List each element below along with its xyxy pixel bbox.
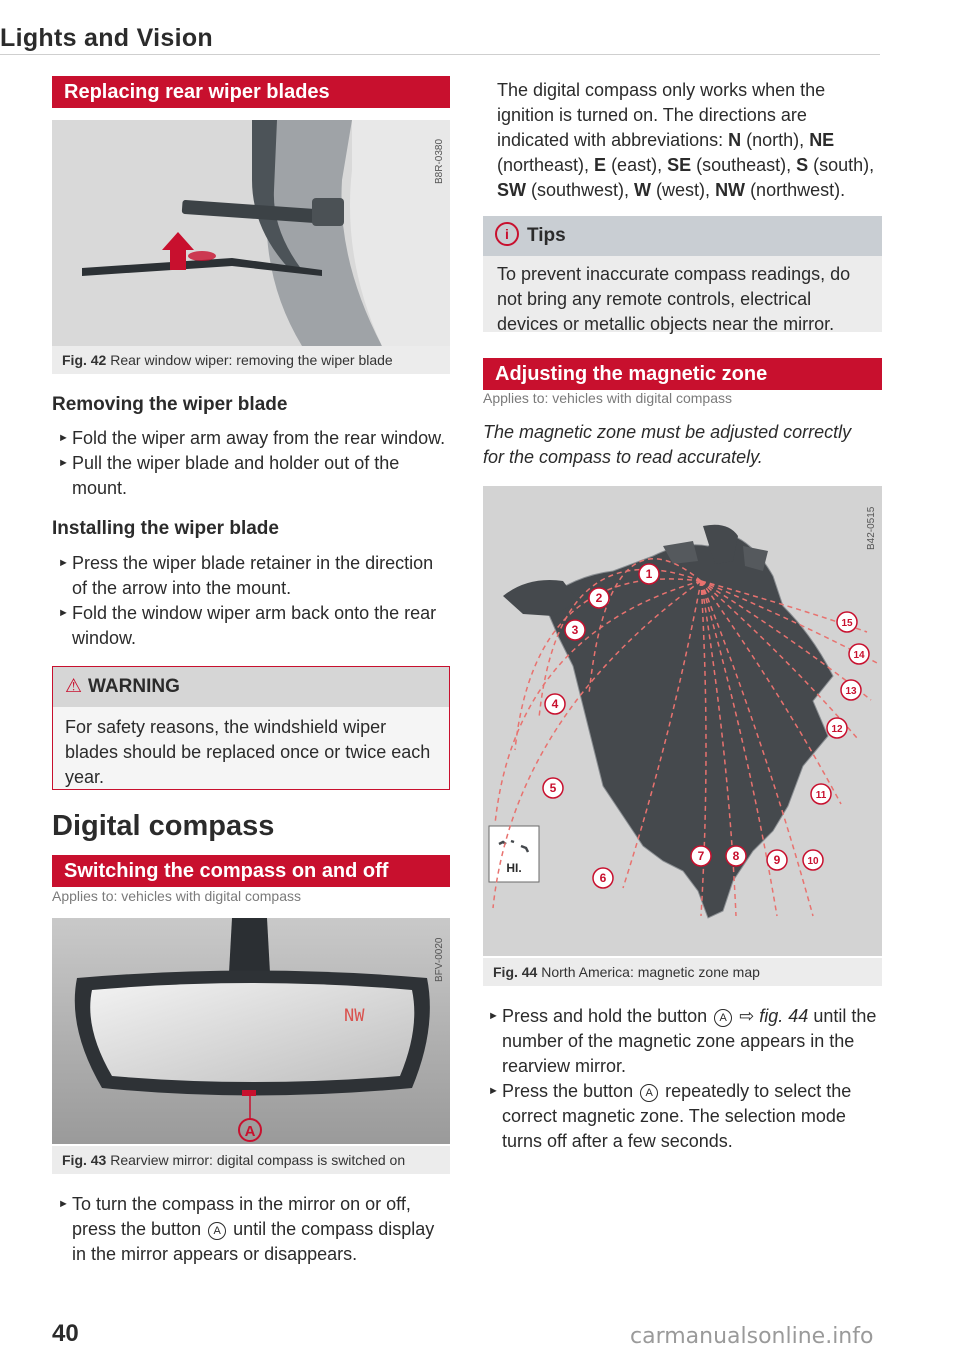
hawaii-inset-label: HI. [506,861,522,875]
applies-note: Applies to: vehicles with digital compass [483,390,733,406]
direction-name: (east), [606,155,668,175]
warning-text: For safety reasons, the windshield wiper blades should be replaced once or twice each year. [65,717,431,787]
zone-number: 12 [831,724,843,735]
switch-steps [58,1192,450,1267]
figure-code: B8R-0380 [434,138,445,184]
list-item: ► Fold the wiper arm away from the rear window. [58,428,446,448]
warning-box [52,666,450,790]
zone-number: 4 [551,697,559,711]
warning-triangle-icon: ⚠ [65,676,83,697]
button-a-icon: A [640,1084,658,1102]
figure-label: Fig. 44 [493,964,538,980]
direction-abbr: NW [715,180,746,200]
list-item: ► Pull the wiper blade and holder out of the mount. [58,453,400,498]
rear-wiper-heading: Replacing rear wiper blades [52,76,450,108]
header-divider [0,54,880,55]
zone-number: 9 [773,853,781,867]
rearview-mirror-illustration [52,918,450,1144]
figure-44-zone-map [483,486,882,956]
direction-abbr: NE [809,130,835,150]
button-a-icon: A [208,1222,226,1240]
direction-name: (southwest), [526,180,635,200]
mirror-compass-display: NW [344,1006,365,1026]
magnetic-zone-map [483,486,882,956]
figure-42-caption [52,346,450,374]
info-icon: i [495,222,519,246]
magnetic-zone-note: The magnetic zone must be adjusted correctly for the compass to read accurately. [483,422,852,467]
zone-number: 15 [841,618,853,629]
zone-number: 3 [571,623,579,637]
list-item: ► Fold the window wiper arm back onto the rear window. [58,603,437,648]
caption-text: Rearview mirror: digital compass is switched on [110,1152,406,1168]
figure-code: BFV-0020 [434,937,445,982]
figure-44-caption [483,958,882,986]
direction-abbr: W [634,180,652,200]
direction-abbr: S [796,155,809,175]
magnetic-steps [488,1004,882,1154]
magnetic-zone-heading: Adjusting the magnetic zone [483,358,882,390]
figure-42-rear-wiper [52,120,450,346]
digital-compass-title: Digital compass [52,810,275,842]
tips-box [483,216,882,332]
figure-43-mirror [52,918,450,1144]
zone-number: 14 [853,650,865,661]
tips-text: To prevent inaccurate compass readings, do not bring any remote controls, electrical devices or metallic objects near the mirror. [497,264,851,334]
removing-steps [58,426,450,501]
direction-name: (north), [741,130,810,150]
tips-title: Tips [527,225,566,246]
caption-text: North America: magnetic zone map [541,964,760,980]
direction-name: (west), [651,180,716,200]
installing-steps [58,551,450,651]
direction-abbr: SW [497,180,526,200]
compass-intro: The digital compass only works when the ignition is turned on. The directions are indicated with abbreviations: N (north), NE (northeast), E (east), SE (southeast), S (south), SW (southwest), W (west), NW (northwest). [497,80,875,200]
direction-name: (southeast), [691,155,797,175]
zone-number: 5 [549,781,557,795]
page-number: 40 [52,1320,79,1347]
watermark: carmanualsonline.info [630,1324,874,1349]
direction-abbr: SE [667,155,692,175]
list-item: ► Press the wiper blade retainer in the direction of the arrow into the mount. [58,553,434,598]
list-item: ► Press the button A repeatedly to select the correct magnetic zone. The selection mode turns off after a few seconds. [488,1081,852,1151]
switching-compass-heading: Switching the compass on and off [52,855,450,887]
tips-header [483,216,882,256]
figure-43-caption [52,1146,450,1174]
direction-abbr: E [594,155,607,175]
zone-number: 13 [845,686,857,697]
list-item: ► To turn the compass in the mirror on or off, press the button A until the compass display in the mirror appears or disappears. [58,1194,435,1264]
section-title: Lights and Vision [0,24,213,52]
zone-number: 1 [645,567,653,581]
caption-text: Rear window wiper: removing the wiper blade [110,352,393,368]
zone-number: 2 [595,591,603,605]
rear-wiper-illustration [52,120,450,346]
direction-name: (northeast), [497,155,595,175]
button-a-label: A [244,1123,256,1140]
direction-name: (south), [808,155,875,175]
figure-code: B42-0515 [866,506,877,550]
warning-header [53,667,449,707]
zone-number: 7 [697,849,705,863]
warning-title: WARNING [88,676,180,697]
direction-name: (northwest). [745,180,846,200]
zone-number: 6 [599,871,607,885]
zone-number: 8 [732,849,740,863]
direction-abbr: N [728,130,742,150]
figure-label: Fig. 43 [62,1152,107,1168]
installing-heading: Installing the wiper blade [52,518,279,539]
zone-number: 11 [815,790,827,801]
zone-number: 10 [807,856,819,867]
figure-label: Fig. 42 [62,352,107,368]
removing-heading: Removing the wiper blade [52,394,288,415]
applies-note: Applies to: vehicles with digital compass [52,888,302,904]
button-a-icon: A [714,1009,732,1027]
list-item: ► Press and hold the button A ⇨ fig. 44 until the number of the magnetic zone appears in the rearview mirror. [488,1006,877,1076]
